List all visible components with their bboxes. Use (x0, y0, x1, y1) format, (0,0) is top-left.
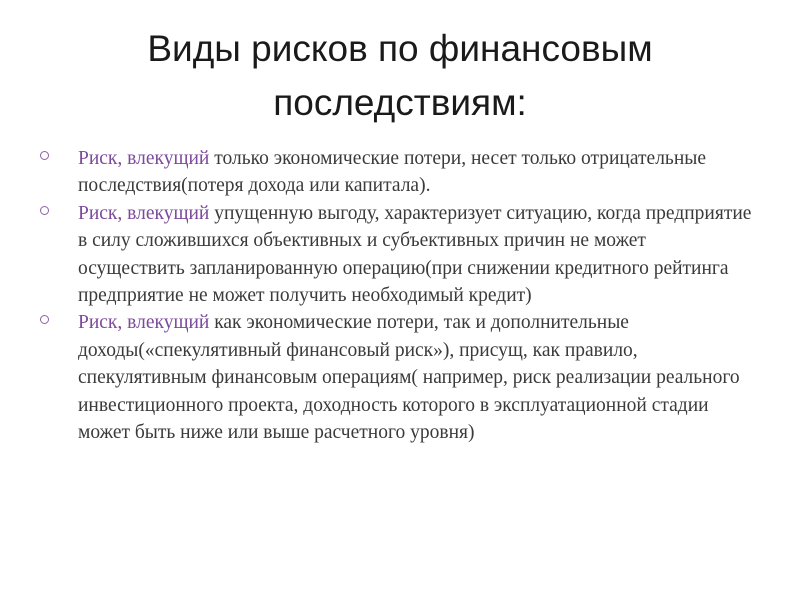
hollow-circle-bullet-icon (40, 206, 49, 215)
slide-title: Виды рисков по финансовым последствиям: (147, 28, 653, 123)
bullet-lead: Риск, влекущий (78, 148, 210, 169)
bullet-item (40, 200, 755, 310)
bullet-text: только экономические потери, несет только отрицательные последствия(потеря дохода или капитала). (78, 148, 707, 197)
bullet-item (40, 145, 755, 200)
bullet-lead: Риск, влекущий (78, 312, 210, 334)
bullet-lead: Риск, влекущий (78, 202, 210, 224)
bullet-list (40, 145, 755, 446)
hollow-circle-bullet-icon (40, 315, 49, 324)
bullet-text: как экономические потери, так и дополнительные доходы(«спекулятивный финансовый риск»), присущ, как правило, спекулятивным финансовым операциям( например, риск реализации реального инвестиционного проекта, доходность которого в эксплуатационной стадии может быть ниже или выше расчетного уровня) (78, 312, 740, 444)
hollow-circle-bullet-icon (40, 151, 49, 160)
bullet-item (40, 309, 755, 446)
bullet-text: упущенную выгоду, характеризует ситуацию, когда предприятие в силу сложившихся объективных и субъективных причин не может осуществить запланированную операцию(при снижении кредитного рейтинга предприятие не может получить необходимый кредит) (78, 202, 752, 307)
